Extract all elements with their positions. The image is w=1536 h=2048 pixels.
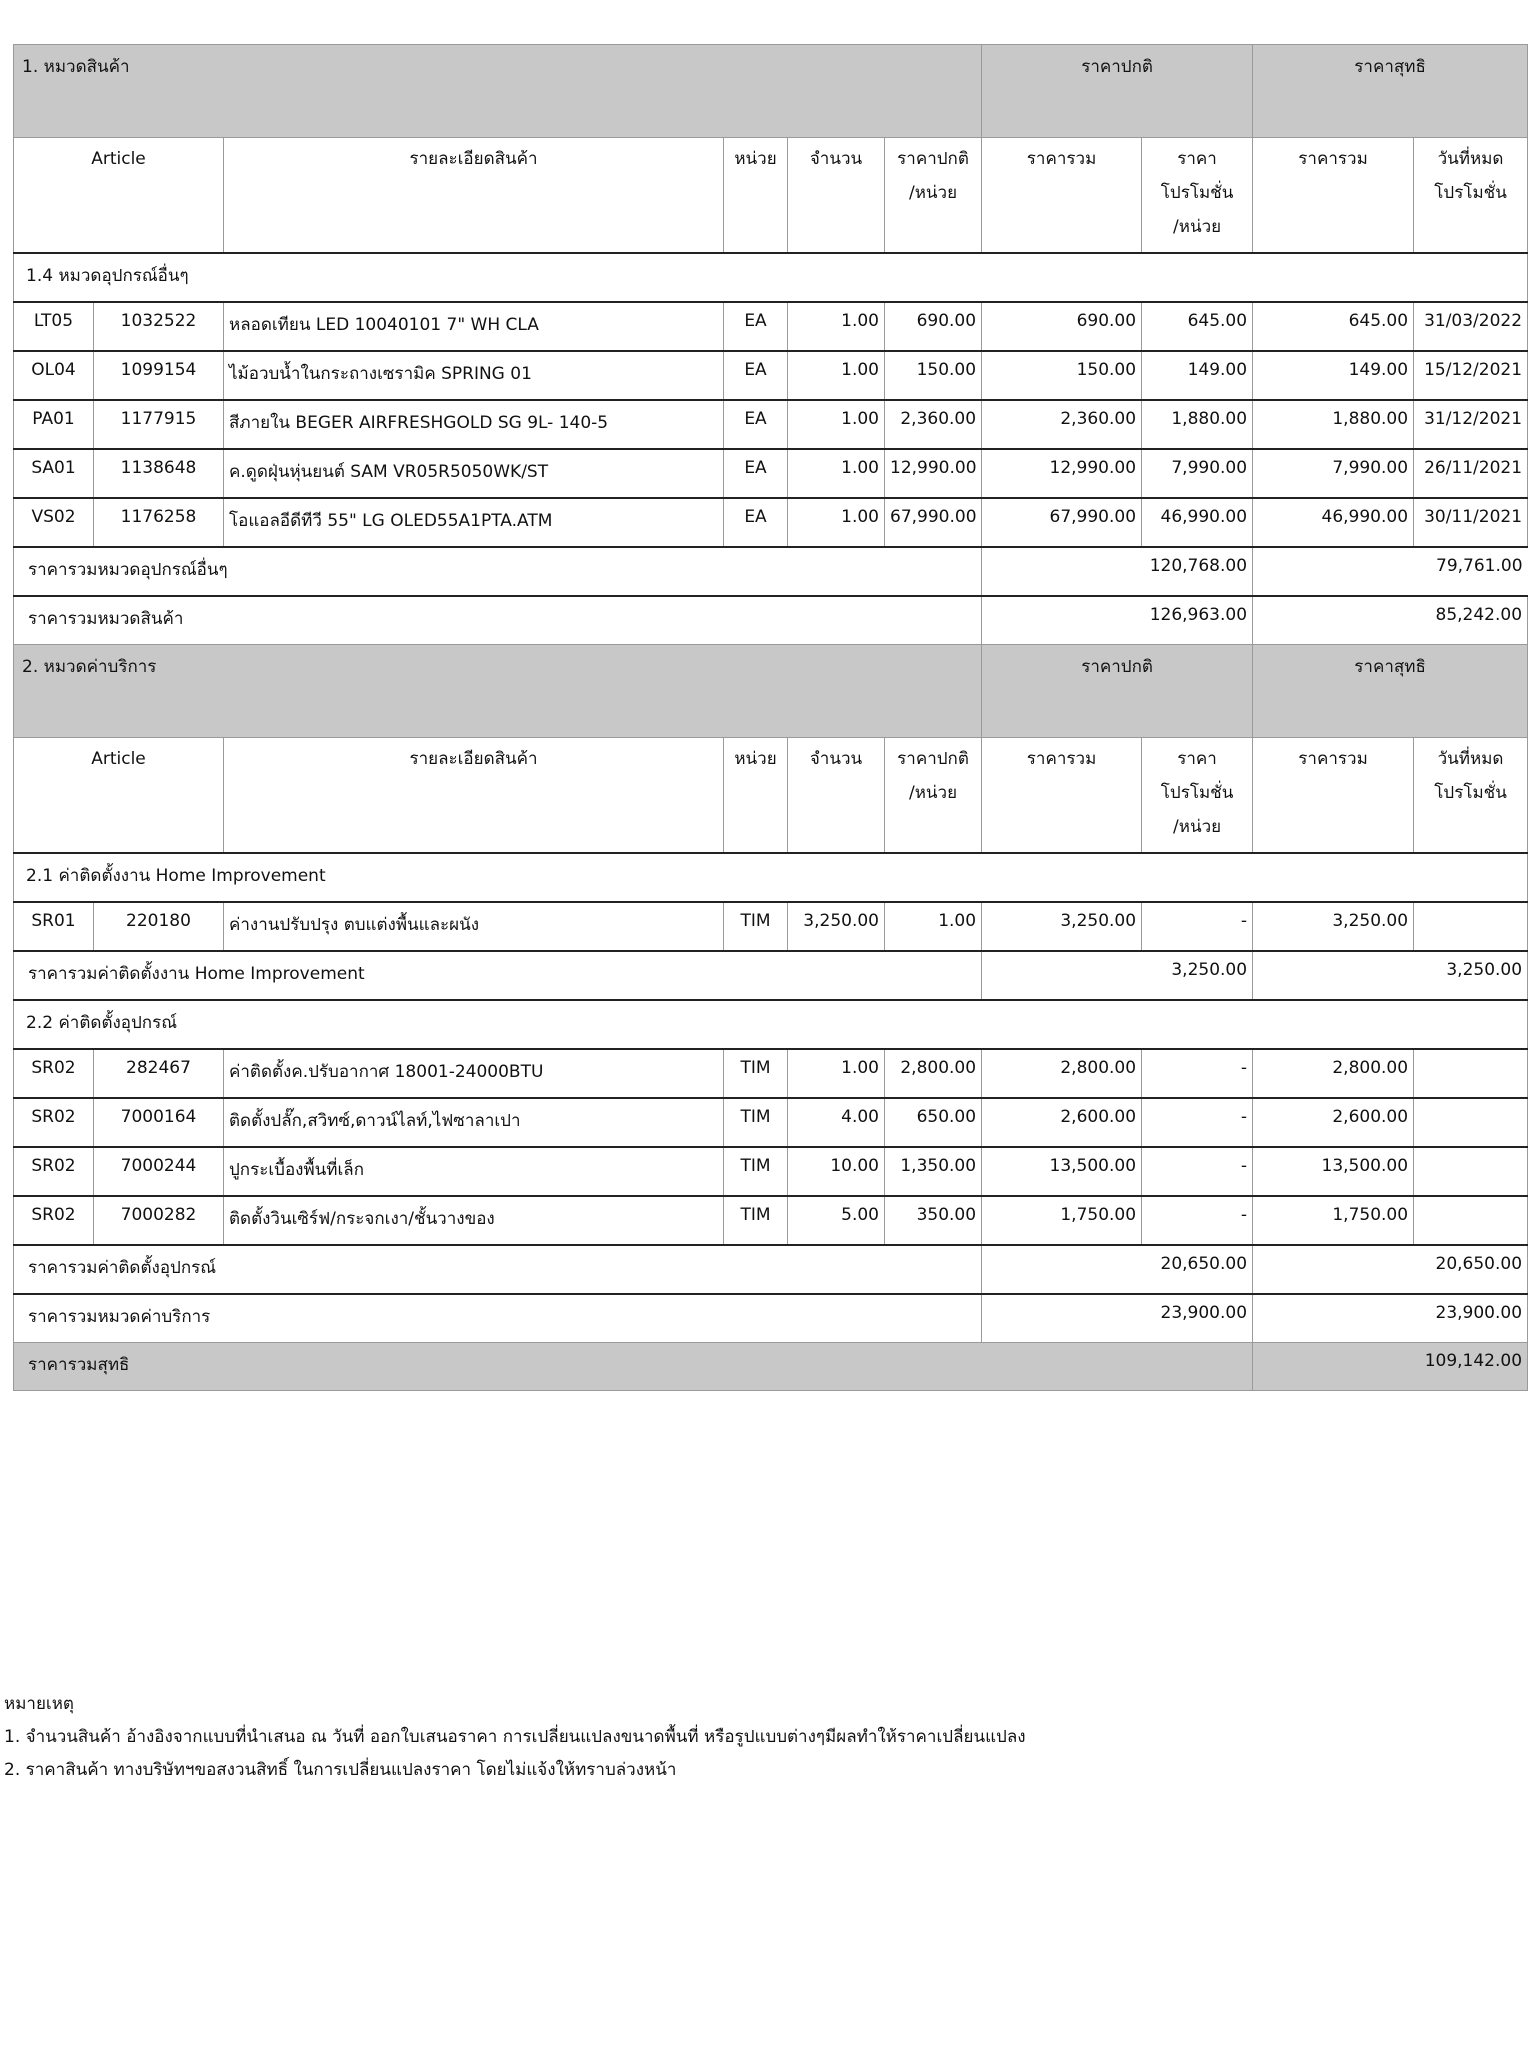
item-qty: 1.00: [788, 302, 885, 351]
grand-total-row: [14, 1343, 1528, 1391]
item-code: SR01: [14, 902, 94, 951]
table-row: [14, 902, 1528, 951]
item-qty: 1.00: [788, 498, 885, 547]
item-total: 2,360.00: [982, 400, 1142, 449]
item-article: 1177915: [94, 400, 224, 449]
item-promo-price: 645.00: [1142, 302, 1253, 351]
notes-line-2: 2. ราคาสินค้า ทางบริษัทฯขอสงวนสิทธิ์ ในการเปลี่ยนแปลงราคา โดยไม่แจ้งให้ทราบล่วงหน้า: [4, 1760, 677, 1780]
column-header-row: [14, 138, 1528, 254]
item-total: 12,990.00: [982, 449, 1142, 498]
item-unit-price: 1.00: [885, 902, 982, 951]
item-qty: 1.00: [788, 400, 885, 449]
group-normal-price: ราคาปกติ: [982, 45, 1253, 138]
subtotal-row: [14, 547, 1528, 596]
section-total-label: ราคารวมหมวดสินค้า: [14, 596, 982, 645]
item-code: SR02: [14, 1098, 94, 1147]
col-promo-l1: ราคา: [1177, 749, 1217, 769]
item-article: 1176258: [94, 498, 224, 547]
section-total-net: 85,242.00: [1253, 596, 1528, 645]
col-net-total: ราคารวม: [1253, 738, 1414, 854]
table-row: [14, 1098, 1528, 1147]
col-promo-end-l1: วันที่หมด: [1437, 749, 1504, 769]
item-article: 7000282: [94, 1196, 224, 1245]
col-total: ราคารวม: [982, 738, 1142, 854]
col-unit: หน่วย: [724, 138, 788, 254]
subtotal-label: ราคารวมค่าติดตั้งงาน Home Improvement: [14, 951, 982, 1000]
subtotal-label: ราคารวมหมวดอุปกรณ์อื่นๆ: [14, 547, 982, 596]
col-promo-end-l2: โปรโมชั่น: [1434, 783, 1507, 803]
item-desc: โอแอลอีดีทีวี 55" LG OLED55A1PTA.ATM: [224, 498, 724, 547]
item-article: 1032522: [94, 302, 224, 351]
section-total-net: 23,900.00: [1253, 1294, 1528, 1343]
item-article: 7000164: [94, 1098, 224, 1147]
item-unit: EA: [724, 400, 788, 449]
item-article: 7000244: [94, 1147, 224, 1196]
item-unit: TIM: [724, 1196, 788, 1245]
item-promo-price: -: [1142, 1147, 1253, 1196]
item-promo-price: 7,990.00: [1142, 449, 1253, 498]
subtotal-net: 3,250.00: [1253, 951, 1528, 1000]
item-unit-price: 12,990.00: [885, 449, 982, 498]
section-header: [14, 645, 1528, 738]
col-promo-end: [1414, 738, 1528, 854]
subtotal-normal: 20,650.00: [982, 1245, 1253, 1294]
col-article: Article: [14, 138, 224, 254]
item-desc: สีภายใน BEGER AIRFRESHGOLD SG 9L- 140-5: [224, 400, 724, 449]
item-qty: 10.00: [788, 1147, 885, 1196]
col-total: ราคารวม: [982, 138, 1142, 254]
item-unit: EA: [724, 498, 788, 547]
grand-total-value: 109,142.00: [1253, 1343, 1528, 1391]
item-total: 67,990.00: [982, 498, 1142, 547]
item-article: 282467: [94, 1049, 224, 1098]
item-promo-price: -: [1142, 1098, 1253, 1147]
category-label: 2.2 ค่าติดตั้งอุปกรณ์: [14, 1000, 1528, 1049]
category-row: [14, 253, 1528, 302]
item-promo-end: 31/12/2021: [1414, 400, 1528, 449]
subtotal-net: 79,761.00: [1253, 547, 1528, 596]
subtotal-normal: 3,250.00: [982, 951, 1253, 1000]
subtotal-net: 20,650.00: [1253, 1245, 1528, 1294]
category-label: 2.1 ค่าติดตั้งงาน Home Improvement: [14, 853, 1528, 902]
table-row: [14, 351, 1528, 400]
item-promo-price: -: [1142, 1049, 1253, 1098]
table-row: [14, 1196, 1528, 1245]
item-qty: 4.00: [788, 1098, 885, 1147]
col-unit-price: [885, 138, 982, 254]
item-unit: TIM: [724, 1147, 788, 1196]
item-unit-price: 690.00: [885, 302, 982, 351]
item-unit-price: 1,350.00: [885, 1147, 982, 1196]
item-promo-end: [1414, 1098, 1528, 1147]
col-promo-price: [1142, 738, 1253, 854]
item-promo-end: [1414, 1147, 1528, 1196]
item-promo-end: [1414, 1049, 1528, 1098]
col-promo-end-l2: โปรโมชั่น: [1434, 183, 1507, 203]
col-promo-l3: /หน่วย: [1173, 217, 1222, 237]
item-desc: ค่างานปรับปรุง ตบแต่งพื้นและผนัง: [224, 902, 724, 951]
group-net-price: ราคาสุทธิ: [1253, 645, 1528, 738]
item-promo-end: [1414, 902, 1528, 951]
item-unit: EA: [724, 351, 788, 400]
col-promo-end: [1414, 138, 1528, 254]
item-promo-price: 1,880.00: [1142, 400, 1253, 449]
item-total: 2,600.00: [982, 1098, 1142, 1147]
category-row: [14, 853, 1528, 902]
subtotal-row: [14, 1245, 1528, 1294]
item-code: OL04: [14, 351, 94, 400]
section-total-normal: 23,900.00: [982, 1294, 1253, 1343]
item-unit: EA: [724, 449, 788, 498]
item-promo-end: 30/11/2021: [1414, 498, 1528, 547]
item-code: LT05: [14, 302, 94, 351]
item-article: 220180: [94, 902, 224, 951]
item-article: 1099154: [94, 351, 224, 400]
item-total: 2,800.00: [982, 1049, 1142, 1098]
item-unit: TIM: [724, 1098, 788, 1147]
item-total: 1,750.00: [982, 1196, 1142, 1245]
col-desc: รายละเอียดสินค้า: [224, 738, 724, 854]
item-desc: ค่าติดตั้งค.ปรับอากาศ 18001-24000BTU: [224, 1049, 724, 1098]
col-desc: รายละเอียดสินค้า: [224, 138, 724, 254]
col-qty: จำนวน: [788, 138, 885, 254]
item-unit-price: 350.00: [885, 1196, 982, 1245]
item-unit-price: 650.00: [885, 1098, 982, 1147]
item-desc: ติดตั้งปลั๊ก,สวิทซ์,ดาวน์ไลท์,ไฟซาลาเปา: [224, 1098, 724, 1147]
group-net-price: ราคาสุทธิ: [1253, 45, 1528, 138]
quotation-table: [13, 44, 1528, 1391]
item-desc: หลอดเทียน LED 10040101 7" WH CLA: [224, 302, 724, 351]
item-desc: ติดตั้งวินเซิร์ฟ/กระจกเงา/ชั้นวางของ: [224, 1196, 724, 1245]
subtotal-normal: 120,768.00: [982, 547, 1253, 596]
item-unit: EA: [724, 302, 788, 351]
item-code: SA01: [14, 449, 94, 498]
col-unit: หน่วย: [724, 738, 788, 854]
group-normal-price: ราคาปกติ: [982, 645, 1253, 738]
section-total-row: [14, 1294, 1528, 1343]
item-unit: TIM: [724, 1049, 788, 1098]
col-article: Article: [14, 738, 224, 854]
item-promo-end: 31/03/2022: [1414, 302, 1528, 351]
col-promo-price: [1142, 138, 1253, 254]
item-total: 150.00: [982, 351, 1142, 400]
item-promo-price: -: [1142, 902, 1253, 951]
category-label: 1.4 หมวดอุปกรณ์อื่นๆ: [14, 253, 1528, 302]
item-net-total: 2,600.00: [1253, 1098, 1414, 1147]
col-unit-price: [885, 738, 982, 854]
item-unit-price: 150.00: [885, 351, 982, 400]
table-row: [14, 1147, 1528, 1196]
item-net-total: 46,990.00: [1253, 498, 1414, 547]
item-promo-price: 149.00: [1142, 351, 1253, 400]
subtotal-row: [14, 951, 1528, 1000]
item-unit-price: 67,990.00: [885, 498, 982, 547]
section-total-normal: 126,963.00: [982, 596, 1253, 645]
item-net-total: 2,800.00: [1253, 1049, 1414, 1098]
item-qty: 5.00: [788, 1196, 885, 1245]
item-code: SR02: [14, 1049, 94, 1098]
item-net-total: 7,990.00: [1253, 449, 1414, 498]
col-unit-price-l1: ราคาปกติ: [897, 749, 969, 769]
item-promo-end: [1414, 1196, 1528, 1245]
item-code: PA01: [14, 400, 94, 449]
table-row: [14, 1049, 1528, 1098]
col-promo-l2: โปรโมชั่น: [1160, 183, 1234, 203]
item-desc: ไม้อวบน้ำในกระถางเซรามิค SPRING 01: [224, 351, 724, 400]
item-desc: ค.ดูดฝุ่นหุ่นยนต์ SAM VR05R5050WK/ST: [224, 449, 724, 498]
column-header-row: [14, 738, 1528, 854]
item-promo-price: -: [1142, 1196, 1253, 1245]
table-row: [14, 498, 1528, 547]
table-row: [14, 400, 1528, 449]
item-net-total: 645.00: [1253, 302, 1414, 351]
subtotal-label: ราคารวมค่าติดตั้งอุปกรณ์: [14, 1245, 982, 1294]
item-promo-price: 46,990.00: [1142, 498, 1253, 547]
item-promo-end: 26/11/2021: [1414, 449, 1528, 498]
col-promo-l2: โปรโมชั่น: [1160, 783, 1234, 803]
item-desc: ปูกระเบื้องพื้นที่เล็ก: [224, 1147, 724, 1196]
col-promo-l1: ราคา: [1177, 149, 1217, 169]
table-row: [14, 302, 1528, 351]
item-total: 13,500.00: [982, 1147, 1142, 1196]
section-title: 1. หมวดสินค้า: [14, 45, 982, 138]
item-total: 3,250.00: [982, 902, 1142, 951]
col-net-total: ราคารวม: [1253, 138, 1414, 254]
section-header: [14, 45, 1528, 138]
item-total: 690.00: [982, 302, 1142, 351]
item-promo-end: 15/12/2021: [1414, 351, 1528, 400]
item-code: VS02: [14, 498, 94, 547]
col-unit-price-l1: ราคาปกติ: [897, 149, 969, 169]
notes-title: หมายเหตุ: [4, 1694, 74, 1714]
item-net-total: 149.00: [1253, 351, 1414, 400]
item-net-total: 3,250.00: [1253, 902, 1414, 951]
item-net-total: 13,500.00: [1253, 1147, 1414, 1196]
table-row: [14, 449, 1528, 498]
item-code: SR02: [14, 1147, 94, 1196]
col-qty: จำนวน: [788, 738, 885, 854]
col-unit-price-l2: /หน่วย: [908, 183, 958, 203]
col-unit-price-l2: /หน่วย: [908, 783, 958, 803]
category-row: [14, 1000, 1528, 1049]
item-qty: 1.00: [788, 351, 885, 400]
item-net-total: 1,750.00: [1253, 1196, 1414, 1245]
item-unit-price: 2,360.00: [885, 400, 982, 449]
col-promo-l3: /หน่วย: [1173, 817, 1222, 837]
notes: [4, 1688, 1026, 1787]
section-total-label: ราคารวมหมวดค่าบริการ: [14, 1294, 982, 1343]
item-qty: 1.00: [788, 1049, 885, 1098]
item-unit: TIM: [724, 902, 788, 951]
col-promo-end-l1: วันที่หมด: [1437, 149, 1504, 169]
section-title: 2. หมวดค่าบริการ: [14, 645, 982, 738]
item-article: 1138648: [94, 449, 224, 498]
item-qty: 1.00: [788, 449, 885, 498]
notes-line-1: 1. จำนวนสินค้า อ้างอิงจากแบบที่นำเสนอ ณ วันที่ ออกใบเสนอราคา การเปลี่ยนแปลงขนาดพื้นที่ หรือรูปแบบต่างๆมีผลทำให้ราคาเปลี่ยนแปลง: [4, 1727, 1026, 1747]
section-total-row: [14, 596, 1528, 645]
item-code: SR02: [14, 1196, 94, 1245]
item-unit-price: 2,800.00: [885, 1049, 982, 1098]
item-qty: 3,250.00: [788, 902, 885, 951]
grand-total-label: ราคารวมสุทธิ: [14, 1343, 1253, 1391]
item-net-total: 1,880.00: [1253, 400, 1414, 449]
